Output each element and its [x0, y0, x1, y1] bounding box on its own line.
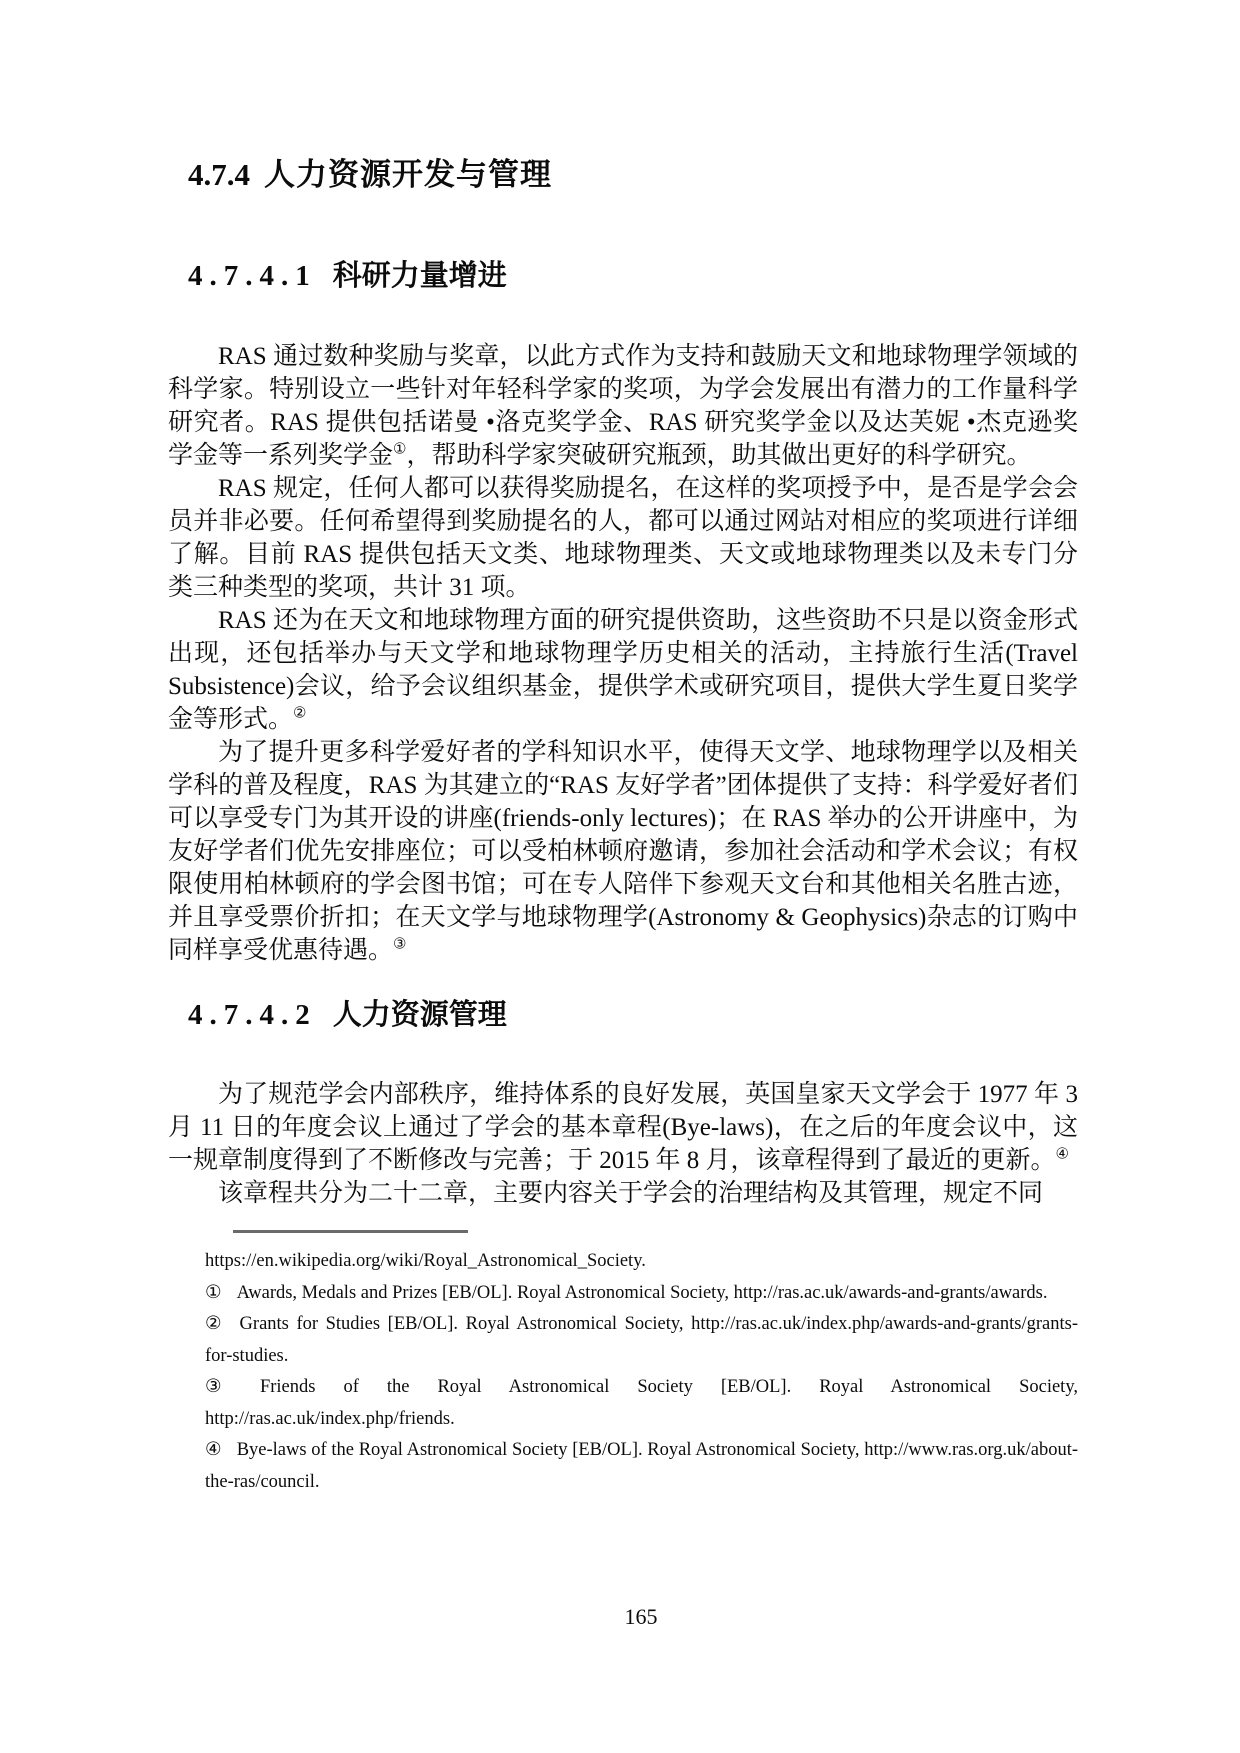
footnote-reference: ③	[393, 936, 407, 953]
footnote-text: https://en.wikipedia.org/wiki/Royal_Astronomical_Society.	[205, 1251, 646, 1271]
subsection-1-title: 科研力量增进	[332, 260, 507, 292]
footnote-marker: ①	[205, 1282, 222, 1303]
footnote-item	[205, 1278, 1078, 1310]
paragraph	[168, 604, 1078, 736]
footnote-text: Awards, Medals and Prizes [EB/OL]. Royal Astronomical Society, http://ras.ac.uk/awards-and-grants/awards.	[236, 1282, 1048, 1303]
section-title: 人力资源开发与管理	[264, 157, 552, 192]
subsection-2-title: 人力资源管理	[332, 999, 507, 1031]
footnotes	[205, 1246, 1078, 1498]
footnote-item	[205, 1435, 1078, 1498]
text-run: 该章程共分为二十二章，主要内容关于学会的治理结构及其管理，规定不同	[218, 1180, 1044, 1207]
footnote-marker: ④	[205, 1440, 222, 1460]
subsection-2-number: 4.7.4.2	[188, 999, 317, 1031]
footnote-text: Friends of the Royal Astronomical Society [EB/OL]. Royal Astronomical Society, http://ras.ac.uk/index.php/friends.	[205, 1377, 1078, 1429]
footnote-marker: ③	[205, 1377, 245, 1397]
text-run: 为了提升更多科学爱好者的学科知识水平，使得天文学、地球物理学以及相关学科的普及程度，RAS 为其建立的“RAS 友好学者”团体提供了支持：科学爱好者们可以享受专门为其开设的讲座(friends-only lectures)；在 RAS 举办的公开讲座中，为友好学者们优先安排座位；可以受柏林顿府邀请，参加社会活动和学术会议；有权限使用柏林顿府的学会图书馆；可在专人陪伴下参观天文台和其他相关名胜古迹，并且享受票价折扣；在天文学与地球物理学(Astronomy & Geophysics)杂志的订购中同样享受优惠待遇。	[168, 739, 1078, 964]
subsection-2-body	[168, 1078, 1078, 1210]
text-run: RAS 规定，任何人都可以获得奖励提名，在这样的奖项授予中，是否是学会会员并非必要。任何希望得到奖励提名的人，都可以通过网站对相应的奖项进行详细了解。目前 RAS 提供包括天文类、地球物理类、天文或地球物理类以及未专门分类三种类型的奖项，共计 31 项。	[168, 475, 1078, 601]
paragraph	[168, 340, 1078, 472]
paragraph	[168, 736, 1078, 967]
section-heading	[188, 155, 1078, 195]
subsection-1-body	[168, 340, 1078, 967]
footnote-text: Bye-laws of the Royal Astronomical Society [EB/OL]. Royal Astronomical Society, http://www.ras.org.uk/about-the-ras/council.	[205, 1440, 1078, 1492]
footnote-marker: ②	[205, 1314, 225, 1334]
footnote-item	[205, 1309, 1078, 1372]
text-run: 为了规范学会内部秩序，维持体系的良好发展，英国皇家天文学会于 1977 年 3 月 11 日的年度会议上通过了学会的基本章程(Bye-laws)，在之后的年度会议中，这一规章制度得到了不断修改与完善；于 2015 年 8 月，该章程得到了最近的更新。	[168, 1081, 1078, 1174]
text-run: RAS 通过数种奖励与奖章，以此方式作为支持和鼓励天文和地球物理学领域的科学家。特别设立一些针对年轻科学家的奖项，为学会发展出有潜力的工作量科学研究者。RAS 提供包括诺曼 •洛克奖学金、RAS 研究奖学金以及达芙妮 •杰克逊奖学金等一系列奖学金	[168, 343, 1078, 469]
footnote-item	[205, 1246, 1078, 1278]
footnote-reference: ①	[393, 441, 407, 458]
paragraph	[168, 1078, 1078, 1177]
footnote-reference: ④	[1055, 1146, 1069, 1163]
section-number: 4.7.4	[188, 157, 250, 192]
paragraph	[168, 1177, 1078, 1210]
page-number: 165	[624, 1604, 658, 1629]
content-area	[0, 155, 1240, 1498]
paragraph	[168, 472, 1078, 604]
text-run: ，帮助科学家突破研究瓶颈，助其做出更好的科学研究。	[406, 442, 1032, 469]
subsection-heading-2	[188, 997, 1078, 1033]
subsection-heading-1	[188, 258, 1078, 294]
footnote-text: Grants for Studies [EB/OL]. Royal Astronomical Society, http://ras.ac.uk/index.php/awards-and-grants/grants-for-studies.	[205, 1314, 1078, 1366]
footnote-item	[205, 1372, 1078, 1435]
footnote-separator	[233, 1230, 468, 1233]
footnote-reference: ②	[293, 705, 307, 722]
text-run: RAS 还为在天文和地球物理方面的研究提供资助，这些资助不只是以资金形式出现，还包括举办与天文学和地球物理学历史相关的活动，主持旅行生活(Travel Subsistence)会议，给予会议组织基金，提供学术或研究项目，提供大学生夏日奖学金等形式。	[168, 607, 1078, 733]
subsection-1-number: 4.7.4.1	[188, 260, 317, 292]
